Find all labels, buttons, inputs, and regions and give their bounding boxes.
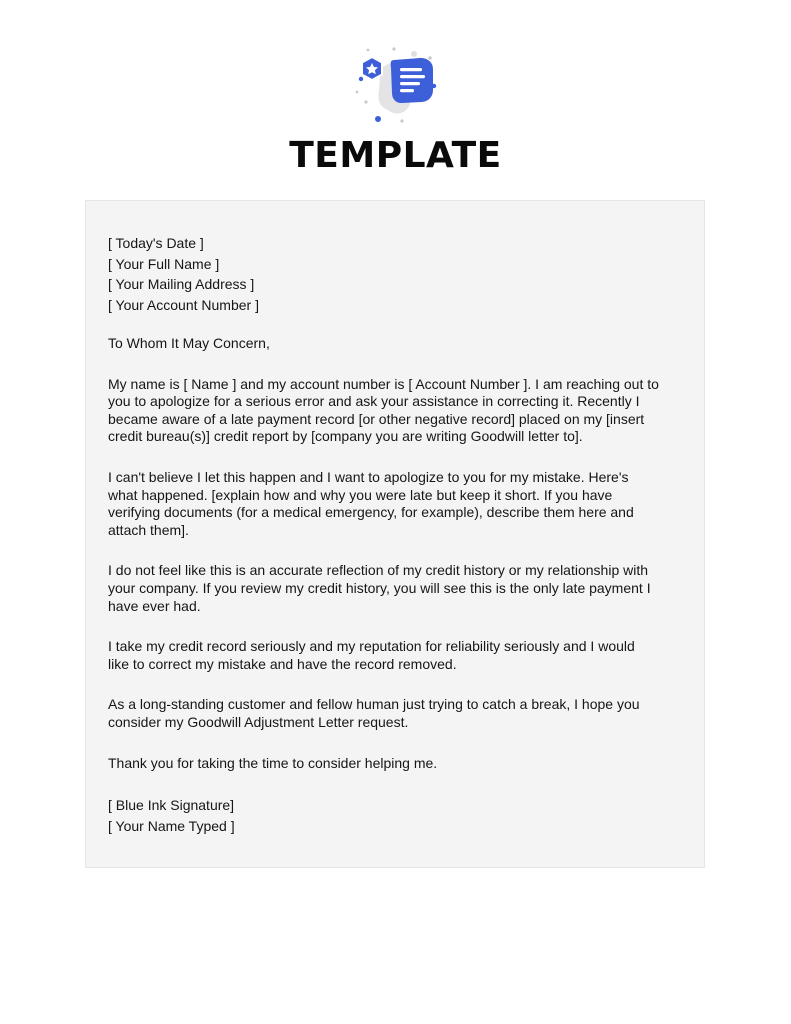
paragraph-line: I can't believe I let this happen and I want to apologize to you for my mistake. Here's — [108, 468, 629, 485]
signature-placeholder: [ Blue Ink Signature] — [108, 797, 235, 814]
salutation: To Whom It May Concern, — [108, 335, 270, 351]
paragraph-line: you to apologize for a serious error and ask your assistance in correcting it. Recently I — [108, 393, 640, 410]
paragraph-line: have ever had. — [108, 597, 201, 614]
paragraph-line: what happened. [explain how and why you were late but keep it short. If you have — [108, 486, 613, 503]
document-chat-badge-icon — [350, 46, 440, 126]
paragraph-line: attach them]. — [108, 521, 189, 538]
mailing-address-placeholder: [ Your Mailing Address ] — [108, 276, 255, 292]
letter-template-panel — [85, 200, 705, 868]
letter-paragraph-history — [108, 562, 682, 615]
paragraph-line: credit bureau(s)] credit report by [company you are writing Goodwill letter to]. — [108, 428, 583, 445]
paragraph-line: My name is [ Name ] and my account number is [ Account Number ]. I am reaching out to — [108, 375, 659, 392]
page-title: TEMPLATE — [289, 135, 502, 176]
paragraph-line: I take my credit record seriously and my reputation for reliability seriously and I would — [108, 638, 635, 655]
paragraph-line: I do not feel like this is an accurate reflection of my credit history or my relationship with — [108, 562, 649, 579]
paragraph-line: As a long-standing customer and fellow human just trying to catch a break, I hope you — [108, 696, 640, 713]
letter-paragraph-thanks — [108, 755, 682, 773]
paragraph-line: verifying documents (for a medical emergency, for example), describe them here and — [108, 504, 634, 521]
letter-paragraph-intro — [108, 376, 682, 446]
paragraph-line: Thank you for taking the time to consider helping me. — [108, 754, 438, 771]
letter-paragraph-request — [108, 638, 682, 673]
paragraph-line: consider my Goodwill Adjustment Letter request. — [108, 713, 409, 730]
date-placeholder: [ Today's Date ] — [108, 235, 204, 251]
paragraph-line: like to correct my mistake and have the record removed. — [108, 655, 457, 672]
account-number-placeholder: [ Your Account Number ] — [108, 296, 259, 313]
signature-block — [108, 795, 682, 836]
letter-header-fields — [108, 233, 682, 315]
typed-name-placeholder: [ Your Name Typed ] — [108, 817, 235, 834]
full-name-placeholder: [ Your Full Name ] — [108, 255, 220, 272]
paragraph-line: your company. If you review my credit history, you will see this is the only late payment I — [108, 579, 651, 596]
letter-paragraph-closing — [108, 696, 682, 731]
paragraph-line: became aware of a late payment record [or other negative record] placed on my [insert — [108, 410, 645, 427]
letter-paragraph-apology — [108, 469, 682, 539]
